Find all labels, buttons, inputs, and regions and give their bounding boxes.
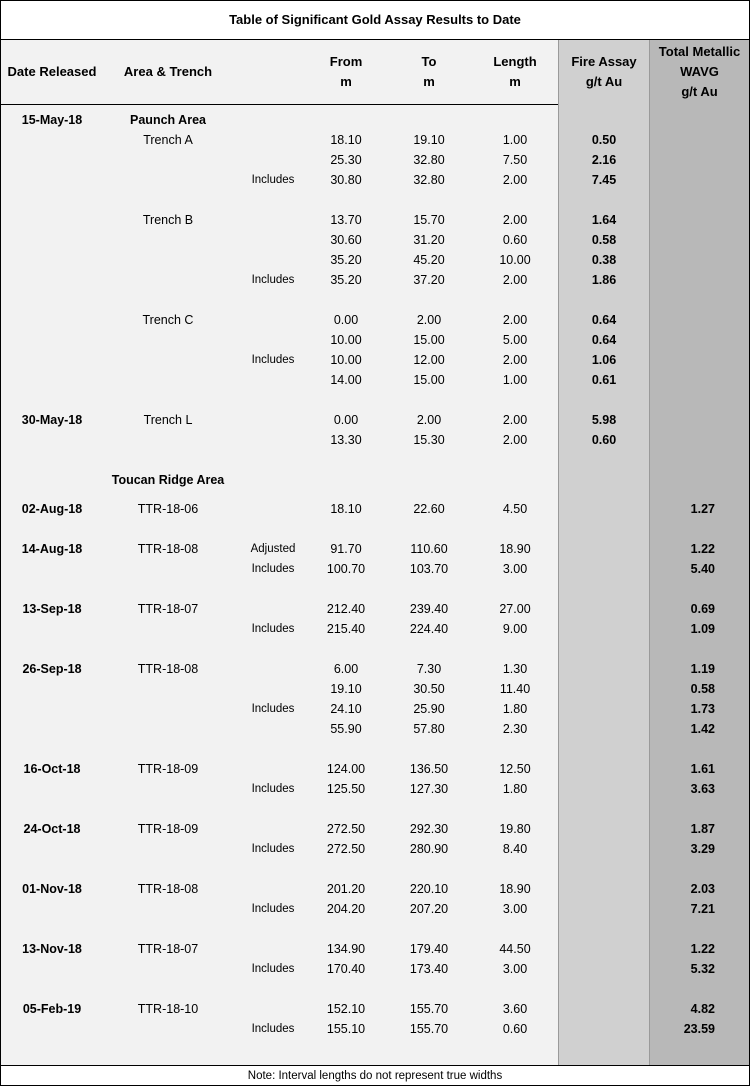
cell-note [233, 370, 313, 390]
cell-date [1, 150, 103, 170]
cell-date: 14-Aug-18 [21, 542, 83, 556]
cell-note [233, 999, 313, 1019]
cell-fire: 0.50 [591, 133, 617, 147]
cell-total: 1.27 [690, 502, 715, 516]
cell-fire [559, 539, 649, 559]
cell-length: 9.00 [502, 622, 528, 636]
cell-fire: 0.58 [591, 233, 617, 247]
cell-area [105, 559, 231, 579]
cell-date [1, 370, 103, 390]
cell-note [233, 410, 313, 430]
cell-date [1, 130, 103, 150]
cell-date: 02-Aug-18 [21, 502, 83, 516]
cell-from: 10.00 [330, 333, 362, 347]
cell-note [233, 679, 313, 699]
cell-area [105, 619, 231, 639]
cell-note: Includes [251, 274, 295, 286]
cell-note: Includes [251, 354, 295, 366]
cell-total: 1.22 [690, 542, 715, 556]
cell-to: 15.70 [413, 213, 445, 227]
cell-area: TTR-18-09 [137, 822, 199, 836]
cell-date [1, 719, 103, 739]
cell-to [394, 470, 464, 490]
cell-date: 24-Oct-18 [23, 822, 81, 836]
cell-note [233, 310, 313, 330]
cell-to: 57.80 [413, 722, 445, 736]
cell-to: 22.60 [413, 502, 445, 516]
cell-from: 35.20 [330, 273, 362, 287]
cell-to: 207.20 [409, 902, 449, 916]
cell-date [1, 839, 103, 859]
cell-total: 1.42 [690, 722, 715, 736]
cell-total: 7.21 [690, 902, 715, 916]
header-from: From m [329, 54, 363, 89]
cell-fire [559, 879, 649, 899]
cell-area: TTR-18-08 [137, 882, 199, 896]
cell-date [1, 230, 103, 250]
cell-date [1, 959, 103, 979]
cell-area: TTR-18-10 [137, 1002, 199, 1016]
cell-note [233, 230, 313, 250]
cell-area: Paunch Area [130, 113, 206, 127]
cell-area [105, 899, 231, 919]
cell-fire [559, 619, 649, 639]
cell-note: Includes [251, 563, 295, 575]
cell-area: Toucan Ridge Area [111, 473, 225, 487]
cell-from [311, 470, 381, 490]
cell-area: Trench A [143, 133, 193, 147]
cell-length: 3.60 [502, 1002, 528, 1016]
cell-to: 136.50 [409, 762, 449, 776]
cell-area: TTR-18-09 [137, 762, 199, 776]
cell-length: 11.40 [499, 682, 531, 696]
cell-date [1, 310, 103, 330]
cell-date [1, 559, 103, 579]
cell-area: TTR-18-08 [137, 542, 199, 556]
cell-from: 272.50 [326, 842, 366, 856]
cell-from: 13.30 [330, 433, 362, 447]
cell-fire [559, 470, 649, 490]
cell-fire [559, 719, 649, 739]
cell-total [649, 410, 715, 430]
cell-to: 103.70 [409, 562, 449, 576]
cell-length: 2.00 [502, 433, 528, 447]
cell-total [649, 470, 715, 490]
cell-date [1, 899, 103, 919]
cell-note: Includes [251, 174, 295, 186]
cell-area [105, 959, 231, 979]
cell-total: 2.03 [690, 882, 715, 896]
cell-area [105, 779, 231, 799]
cell-note [233, 330, 313, 350]
header-to: To m [421, 54, 437, 89]
cell-total: 5.40 [690, 562, 715, 576]
cell-area [105, 150, 231, 170]
cell-from: 6.00 [333, 662, 359, 676]
cell-fire [559, 899, 649, 919]
cell-length: 18.90 [499, 882, 531, 896]
cell-total [649, 210, 715, 230]
cell-total [649, 110, 715, 130]
cell-total [649, 270, 715, 290]
cell-date [1, 210, 103, 230]
cell-from: 100.70 [326, 562, 366, 576]
cell-date [1, 250, 103, 270]
cell-date: 13-Nov-18 [22, 942, 82, 956]
cell-to [394, 110, 464, 130]
cell-length: 27.00 [499, 602, 531, 616]
cell-area: TTR-18-07 [137, 602, 199, 616]
cell-from: 155.10 [326, 1022, 366, 1036]
cell-to: 179.40 [409, 942, 449, 956]
cell-date [1, 679, 103, 699]
cell-total [649, 250, 715, 270]
cell-length: 10.00 [499, 253, 531, 267]
cell-length: 4.50 [502, 502, 528, 516]
cell-total: 1.09 [690, 622, 715, 636]
cell-area [105, 370, 231, 390]
cell-length: 2.00 [502, 353, 528, 367]
cell-note: Includes [251, 623, 295, 635]
cell-length: 0.60 [502, 233, 528, 247]
cell-total: 3.63 [690, 782, 715, 796]
cell-length: 12.50 [499, 762, 531, 776]
cell-note [233, 150, 313, 170]
cell-note: Adjusted [250, 543, 296, 555]
cell-area [105, 679, 231, 699]
cell-date [1, 350, 103, 370]
cell-to: 15.00 [413, 333, 445, 347]
cell-length: 2.00 [502, 313, 528, 327]
cell-from: 0.00 [333, 413, 359, 427]
cell-total [649, 130, 715, 150]
cell-fire [559, 599, 649, 619]
cell-fire: 2.16 [591, 153, 617, 167]
cell-total [649, 430, 715, 450]
table-title: Table of Significant Gold Assay Results to Date [1, 1, 749, 40]
cell-length: 44.50 [499, 942, 531, 956]
cell-note [233, 719, 313, 739]
cell-fire [559, 679, 649, 699]
cell-date: 26-Sep-18 [22, 662, 82, 676]
cell-area [105, 270, 231, 290]
cell-to: 45.20 [413, 253, 445, 267]
cell-total: 0.58 [690, 682, 715, 696]
cell-total [649, 330, 715, 350]
cell-to: 12.00 [413, 353, 445, 367]
cell-area: TTR-18-06 [137, 502, 199, 516]
cell-area [105, 250, 231, 270]
cell-to: 280.90 [409, 842, 449, 856]
cell-length: 3.00 [502, 962, 528, 976]
cell-to: 220.10 [409, 882, 449, 896]
cell-to: 32.80 [413, 173, 445, 187]
cell-fire: 1.86 [591, 273, 617, 287]
cell-date [1, 270, 103, 290]
cell-from: 18.10 [330, 133, 362, 147]
cell-area: Trench C [142, 313, 194, 327]
cell-length: 18.90 [499, 542, 531, 556]
cell-fire [559, 1019, 649, 1039]
cell-total: 1.19 [690, 662, 715, 676]
cell-date: 30-May-18 [21, 413, 83, 427]
cell-from: 14.00 [330, 373, 362, 387]
cell-fire [559, 759, 649, 779]
cell-from: 55.90 [330, 722, 362, 736]
cell-to: 155.70 [409, 1022, 449, 1036]
cell-area [105, 839, 231, 859]
cell-date [1, 470, 103, 490]
cell-length [479, 110, 551, 130]
cell-from: 30.80 [330, 173, 362, 187]
cell-to: 110.60 [410, 542, 448, 556]
cell-to: 155.70 [409, 1002, 449, 1016]
cell-total [649, 170, 715, 190]
cell-date [1, 430, 103, 450]
cell-date: 16-Oct-18 [23, 762, 81, 776]
cell-note: Includes [251, 843, 295, 855]
cell-to: 2.00 [416, 413, 442, 427]
cell-area [105, 1019, 231, 1039]
cell-total [649, 370, 715, 390]
cell-length: 7.50 [502, 153, 528, 167]
cell-fire [559, 999, 649, 1019]
cell-from: 13.70 [330, 213, 362, 227]
cell-to: 224.40 [409, 622, 449, 636]
cell-fire: 0.64 [591, 333, 617, 347]
cell-to: 292.30 [409, 822, 449, 836]
cell-from: 24.10 [330, 702, 362, 716]
cell-from: 19.10 [330, 682, 362, 696]
cell-total: 23.59 [683, 1022, 715, 1036]
cell-date: 01-Nov-18 [22, 882, 82, 896]
cell-area [105, 330, 231, 350]
cell-from: 18.10 [330, 502, 362, 516]
header-area-trench: Area & Trench [123, 64, 213, 79]
cell-fire: 0.60 [591, 433, 617, 447]
cell-to: 32.80 [413, 153, 445, 167]
cell-total: 4.82 [690, 1002, 715, 1016]
cell-from [311, 110, 381, 130]
cell-date [1, 1019, 103, 1039]
cell-note: Includes [251, 783, 295, 795]
cell-from: 134.90 [326, 942, 366, 956]
cell-fire [559, 499, 649, 519]
header-length: Length m [493, 54, 537, 89]
cell-fire: 5.98 [591, 413, 617, 427]
cell-fire [559, 819, 649, 839]
cell-note [233, 819, 313, 839]
cell-fire [559, 939, 649, 959]
cell-to: 31.20 [413, 233, 445, 247]
cell-area [105, 430, 231, 450]
cell-length: 2.00 [502, 413, 528, 427]
cell-note [233, 470, 313, 490]
cell-area [105, 230, 231, 250]
cell-from: 124.00 [326, 762, 366, 776]
cell-area [105, 350, 231, 370]
cell-from: 10.00 [330, 353, 362, 367]
cell-area [105, 719, 231, 739]
cell-note: Includes [251, 703, 295, 715]
cell-note [233, 250, 313, 270]
cell-area [105, 699, 231, 719]
cell-note: Includes [251, 1023, 295, 1035]
cell-fire [559, 659, 649, 679]
cell-note [233, 599, 313, 619]
cell-fire [559, 699, 649, 719]
cell-total: 5.32 [690, 962, 715, 976]
cell-length [479, 470, 551, 490]
cell-to: 239.40 [409, 602, 449, 616]
cell-from: 201.20 [326, 882, 366, 896]
cell-date [1, 170, 103, 190]
cell-from: 212.40 [326, 602, 366, 616]
cell-length: 0.60 [502, 1022, 528, 1036]
cell-to: 15.30 [413, 433, 445, 447]
cell-to: 37.20 [413, 273, 445, 287]
cell-to: 173.40 [409, 962, 449, 976]
cell-area: TTR-18-08 [137, 662, 199, 676]
cell-fire: 7.45 [591, 173, 617, 187]
cell-total: 1.73 [690, 702, 715, 716]
cell-from: 0.00 [333, 313, 359, 327]
cell-note [233, 759, 313, 779]
cell-length: 2.30 [502, 722, 528, 736]
cell-length: 2.00 [502, 213, 528, 227]
cell-fire [559, 779, 649, 799]
cell-to: 7.30 [416, 662, 442, 676]
cell-date: 13-Sep-18 [22, 602, 82, 616]
cell-total [649, 230, 715, 250]
cell-area: Trench L [143, 413, 193, 427]
cell-to: 30.50 [413, 682, 445, 696]
cell-to: 19.10 [413, 133, 445, 147]
table-footnote: Note: Interval lengths do not represent true widths [1, 1065, 749, 1086]
cell-length: 1.00 [502, 373, 528, 387]
cell-note [233, 430, 313, 450]
cell-date [1, 779, 103, 799]
cell-note [233, 879, 313, 899]
cell-total: 1.61 [690, 762, 715, 776]
cell-from: 215.40 [326, 622, 366, 636]
cell-from: 204.20 [326, 902, 366, 916]
cell-to: 25.90 [413, 702, 445, 716]
cell-date: 15-May-18 [21, 113, 83, 127]
header-date-released: Date Released [7, 64, 97, 79]
cell-from: 91.70 [330, 542, 362, 556]
cell-note: Includes [251, 963, 295, 975]
cell-fire: 0.64 [591, 313, 617, 327]
cell-date [1, 699, 103, 719]
header-fire-assay: Fire Assay g/t Au [571, 54, 637, 89]
cell-fire: 0.38 [591, 253, 617, 267]
cell-to: 127.30 [409, 782, 449, 796]
cell-total: 0.69 [690, 602, 715, 616]
cell-from: 30.60 [330, 233, 362, 247]
cell-area: TTR-18-07 [137, 942, 199, 956]
cell-area [105, 170, 231, 190]
cell-from: 272.50 [326, 822, 366, 836]
cell-fire [559, 959, 649, 979]
cell-fire [559, 839, 649, 859]
cell-from: 170.40 [326, 962, 366, 976]
cell-length: 3.00 [502, 902, 528, 916]
cell-note [233, 499, 313, 519]
cell-total [649, 350, 715, 370]
cell-note [233, 659, 313, 679]
cell-length: 2.00 [502, 173, 528, 187]
cell-from: 125.50 [326, 782, 366, 796]
cell-to: 15.00 [413, 373, 445, 387]
cell-total [649, 150, 715, 170]
cell-from: 35.20 [330, 253, 362, 267]
cell-length: 1.80 [502, 702, 528, 716]
cell-length: 1.00 [502, 133, 528, 147]
cell-date: 05-Feb-19 [22, 1002, 82, 1016]
cell-from: 25.30 [330, 153, 362, 167]
cell-fire [559, 559, 649, 579]
cell-note [233, 210, 313, 230]
cell-date [1, 330, 103, 350]
cell-area: Trench B [142, 213, 194, 227]
cell-length: 3.00 [502, 562, 528, 576]
cell-from: 152.10 [326, 1002, 366, 1016]
cell-total [649, 310, 715, 330]
cell-fire: 0.61 [591, 373, 617, 387]
cell-length: 5.00 [502, 333, 528, 347]
header-total-metallic-wavg: Total Metallic WAVG g/t Au [658, 44, 741, 99]
cell-length: 2.00 [502, 273, 528, 287]
cell-fire: 1.64 [591, 213, 617, 227]
cell-to: 2.00 [416, 313, 442, 327]
cell-fire: 1.06 [591, 353, 617, 367]
cell-fire [559, 110, 649, 130]
cell-date [1, 619, 103, 639]
cell-length: 1.30 [502, 662, 528, 676]
header-divider [1, 104, 558, 105]
cell-note [233, 110, 313, 130]
cell-note [233, 939, 313, 959]
cell-length: 1.80 [502, 782, 528, 796]
cell-total: 1.22 [690, 942, 715, 956]
cell-total: 1.87 [690, 822, 715, 836]
cell-length: 19.80 [499, 822, 531, 836]
cell-total: 3.29 [690, 842, 715, 856]
cell-note: Includes [251, 903, 295, 915]
cell-note [233, 130, 313, 150]
cell-length: 8.40 [502, 842, 528, 856]
